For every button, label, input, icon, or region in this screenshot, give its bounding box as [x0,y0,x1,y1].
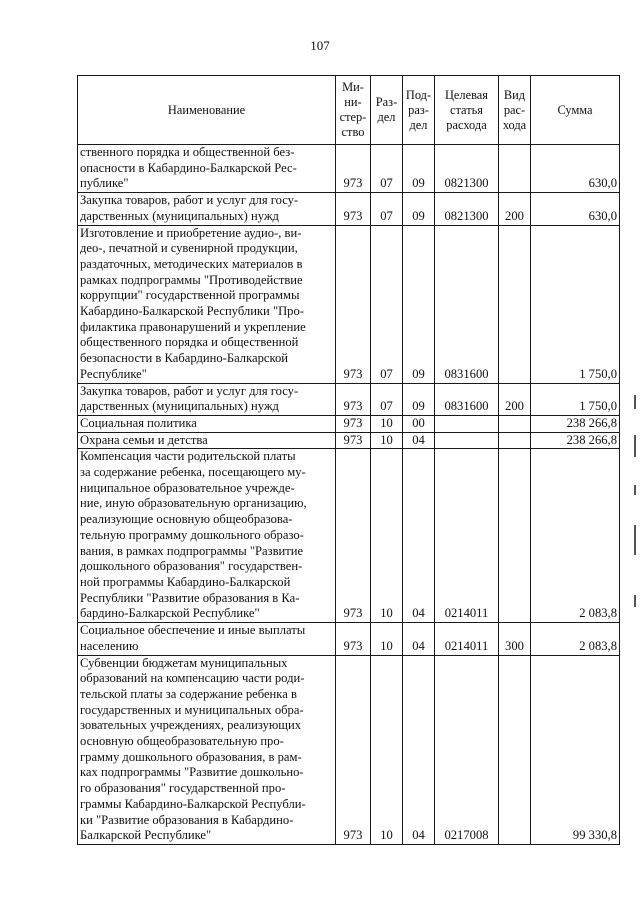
table-row [78,145,620,193]
cell-expense-type: 200 [499,193,531,225]
cell-subsection: 00 [403,415,435,432]
cell-amount: 2 083,8 [531,623,620,655]
cell-target [435,432,499,449]
cell-ministry: 973 [336,145,371,193]
cell-expense-type: 300 [499,623,531,655]
cell-expense-type [499,655,531,844]
cell-section: 10 [371,415,403,432]
table-row [78,383,620,415]
header-amount: Сумма [531,76,620,145]
table-row [78,193,620,225]
cell-name: Закупка товаров, работ и услуг для госу- дарственных (муниципальных) нужд [78,193,336,225]
cell-expense-type [499,415,531,432]
table-row [78,432,620,449]
cell-section: 10 [371,623,403,655]
table-row [78,623,620,655]
cell-amount: 1 750,0 [531,383,620,415]
cell-amount: 238 266,8 [531,432,620,449]
cell-ministry: 973 [336,415,371,432]
table-row [78,415,620,432]
cell-expense-type [499,225,531,383]
cell-subsection: 09 [403,145,435,193]
cell-section: 10 [371,432,403,449]
cell-subsection: 04 [403,432,435,449]
cell-section: 07 [371,145,403,193]
header-ministry: Ми- ни- стер- ство [336,76,371,145]
cell-expense-type [499,449,531,623]
cell-target: 0831600 [435,383,499,415]
cell-subsection: 09 [403,383,435,415]
cell-ministry: 973 [336,449,371,623]
cell-name: ственного порядка и общественной без- опасности в Кабардино-Балкарской Рес- публике" [78,145,336,193]
cell-section: 07 [371,193,403,225]
table-row [78,225,620,383]
cell-ministry: 973 [336,655,371,844]
cell-section: 10 [371,655,403,844]
header-target: Целевая статья расхода [435,76,499,145]
cell-subsection: 04 [403,623,435,655]
budget-table [77,75,620,845]
cell-name: Субвенции бюджетам муниципальных образований на компенсацию части роди- тельской платы за содержание ребенка в государственных и муниципальных обра- зовательных учреждениях, реализующих основную общеобразовательную про- грамму дошкольного образования, в рам- ках подпрограммы "Развитие дошкольно- го образования" государственной про- граммы Кабардино-Балкарской Республи- ки "Развитие образования в Кабардино- Балкарской Республике" [78,655,336,844]
cell-expense-type: 200 [499,383,531,415]
cell-subsection: 09 [403,225,435,383]
cell-target: 0821300 [435,193,499,225]
cell-name: Компенсация части родительской платы за содержание ребенка, посещающего му- ниципальное образовательное учрежде- ние, иную образовательную организацию, реализующие основную общеобразова- тельную программу дошкольного образо- вания, в рамках подпрограммы "Развитие дошкольного образования" государствен- ной программы Кабардино-Балкарской Республики "Развитие образования в Ка- бардино-Балкарской Республике" [78,449,336,623]
cell-name: Социальная политика [78,415,336,432]
table-header-row [78,76,620,145]
cell-expense-type [499,432,531,449]
cell-name: Изготовление и приобретение аудио-, ви- део-, печатной и сувенирной продукции, раздаточных, методических материалов в рамках подпрограммы "Противодействие коррупции" государственной программы Кабардино-Балкарской Республики "Про- филактика правонарушений и укрепление общественного порядка и общественной безопасности в Кабардино-Балкарской Республике" [78,225,336,383]
cell-ministry: 973 [336,432,371,449]
cell-expense-type [499,145,531,193]
cell-amount: 1 750,0 [531,225,620,383]
header-section: Раз- дел [371,76,403,145]
table-row [78,655,620,844]
cell-ministry: 973 [336,623,371,655]
cell-target: 0217008 [435,655,499,844]
cell-target: 0214011 [435,449,499,623]
cell-ministry: 973 [336,225,371,383]
cell-target: 0821300 [435,145,499,193]
cell-subsection: 09 [403,193,435,225]
scan-edge-marks [632,395,640,695]
cell-section: 10 [371,449,403,623]
cell-amount: 630,0 [531,193,620,225]
table-row [78,449,620,623]
cell-name: Охрана семьи и детства [78,432,336,449]
cell-amount: 99 330,8 [531,655,620,844]
cell-name: Социальное обеспечение и иные выплаты населению [78,623,336,655]
header-subsection: Под- раз- дел [403,76,435,145]
cell-target: 0214011 [435,623,499,655]
cell-ministry: 973 [336,193,371,225]
cell-ministry: 973 [336,383,371,415]
page-number: 107 [310,38,330,53]
header-expense-type: Вид рас- хода [499,76,531,145]
cell-amount: 238 266,8 [531,415,620,432]
cell-section: 07 [371,383,403,415]
cell-target: 0831600 [435,225,499,383]
cell-subsection: 04 [403,449,435,623]
table-body [78,145,620,845]
cell-amount: 630,0 [531,145,620,193]
cell-section: 07 [371,225,403,383]
cell-subsection: 04 [403,655,435,844]
cell-amount: 2 083,8 [531,449,620,623]
header-name: Наименование [78,76,336,145]
cell-target [435,415,499,432]
cell-name: Закупка товаров, работ и услуг для госу- дарственных (муниципальных) нужд [78,383,336,415]
